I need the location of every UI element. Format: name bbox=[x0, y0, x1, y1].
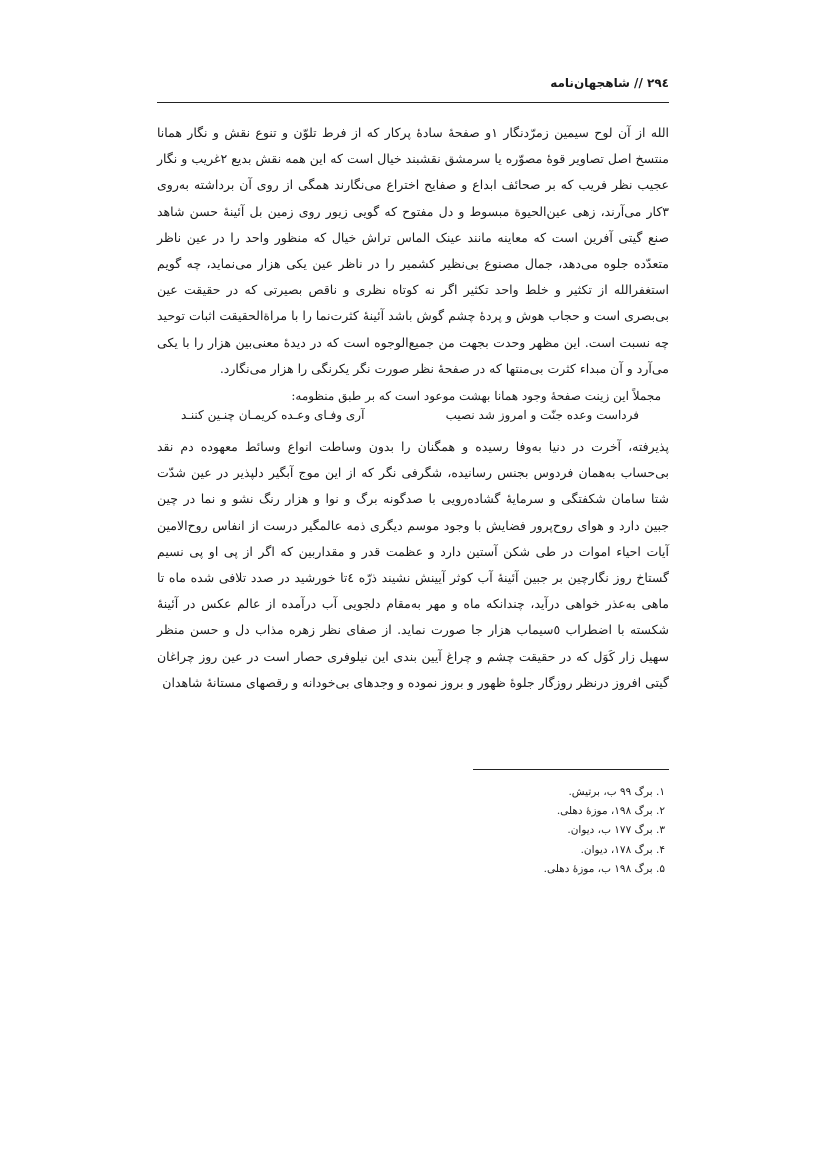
verse-second-hemistich: آری وفـای وعـده کریمـان چنـین کننـد bbox=[181, 408, 365, 423]
verse-first-hemistich: فرداست وعده جنّت و امروز شد نصیب bbox=[445, 408, 639, 423]
footnote-3: ۳. برگ ۱۷۷ ب، دیوان. bbox=[567, 824, 665, 837]
verse-couplet bbox=[181, 406, 639, 424]
paragraph-2: پذیرفته، آخرت در دنیا به‌وفا رسیده و همگنان را بدون وساطت انواع وسائط معهوده دم نقد بی‌حساب به‌همان فردوس بجنس رسانیده، شگرفی نگر که از این موج آبگیر دلپذیر در عین شدّت شتا سامان شکفتگی و سرمایهٔ گشاده‌رویی با صدگونه برگ و نوا و هزار رنگ نشو و نما در چین جبین دارد و هوای روح‌پرور فضایش با وجود موسم دیگری ذمه عالمگیر درست از انفاس روح‌الامین آیات احیاء اموات در طی شکن آستین دارد و عظمت قدر و مقداربین که اگر از پی او پی نسیم گستاخ روز نگارچین بر جبین آئینهٔ آب کوثر آیینش نشیند ذرّه ٤تا خورشید در صدد تلافی شده ماه تا ماهی به‌عذر خواهی درآید، چندانکه ماه و مهر به‌مقام دلجویی آب درآمده از عالم عکس در آئینهٔ شکسته با اضطراب ٥سیماب هزار جا صورت نماید. از صفای نظر زهره مذاب دل و حسن منظر سهیل زار کَوَل که در حقیقت چشم و چراغ آیین بندی این نیلوفری حصار است در عین روز چراغان گیتی افروز درنظر روزگار جلوهٔ ظهور و بروز نموده و وجدهای بی‌خودانه و رقصهای مستانهٔ شاهدان bbox=[157, 439, 670, 690]
footnote-1: ۱. برگ ۹۹ ب، برتیش. bbox=[568, 786, 665, 798]
footnote-5: ۵. برگ ۱۹۸ ب، موزهٔ دهلی. bbox=[543, 862, 665, 875]
footnote-separator bbox=[473, 769, 669, 770]
running-title: ۲۹٤ // شاهجهان‌نامه bbox=[550, 76, 669, 90]
main-text bbox=[157, 120, 669, 696]
footnotes bbox=[420, 783, 669, 879]
footnote-2: ۲. برگ ۱۹۸، موزهٔ دهلی. bbox=[556, 805, 665, 818]
paragraph-1: الله از آن لوح سیمین زمرّدنگار ۱و صفحهٔ سادهٔ پرکار که از فرط تلوّن و تنوع نقش و نگار همانا منتسخ اصل تصاویر قوهٔ مصوّره یا سرمشق نقشبند خیال است که این همه نقش بدیع ۲غریب و نگار عجیب نظر فریب که بر صحائف ابداع و صفایح اختراع می‌نگارند همگی از روی آن برداشته به‌روی ۳کار می‌آرند، زهی عین‌الحیوة مبسوط و دل مفتوح که گویی زیور روی زمین بل آئینهٔ حسن شاهد صنع گیتی آفرین است که معاینه مانند عینک الماس تراش خیال که منظور واحد را در عین ناظر متعدّده جلوه می‌دهد، جمال مصنوع بی‌نظیر کشمیر را در ناظر عین یکی هزار می‌نماید، چه گویم استغفرالله از تکثیر و خلط واحد تکثیر اگر نه کوتاه نظری و ناقص بصیرتی که در حقیقت عین بی‌بصری است و حجاب هوش و پردهٔ چشم گوش باشد آئینهٔ کثرت‌نما را با مراةالحقیقت اثبات توحید چه نسبت است. این مظهر وحدت بجهت من جمیع‌الوجوه است که در دیدهٔ معنی‌بین هزار را با یکی می‌آرد و آن مبداء کثرت بی‌منتها که در صفحهٔ نظر صورت نگر یکرنگی را هزار می‌نگارد. bbox=[157, 125, 670, 376]
footnote-4: ۴. برگ ۱۷۸، دیوان. bbox=[580, 843, 665, 856]
verse-intro: مجملاً این زینت صفحهٔ وجود همانا بهشت موعود است که بر طبق منظومه: bbox=[291, 389, 661, 404]
running-header bbox=[157, 76, 669, 103]
